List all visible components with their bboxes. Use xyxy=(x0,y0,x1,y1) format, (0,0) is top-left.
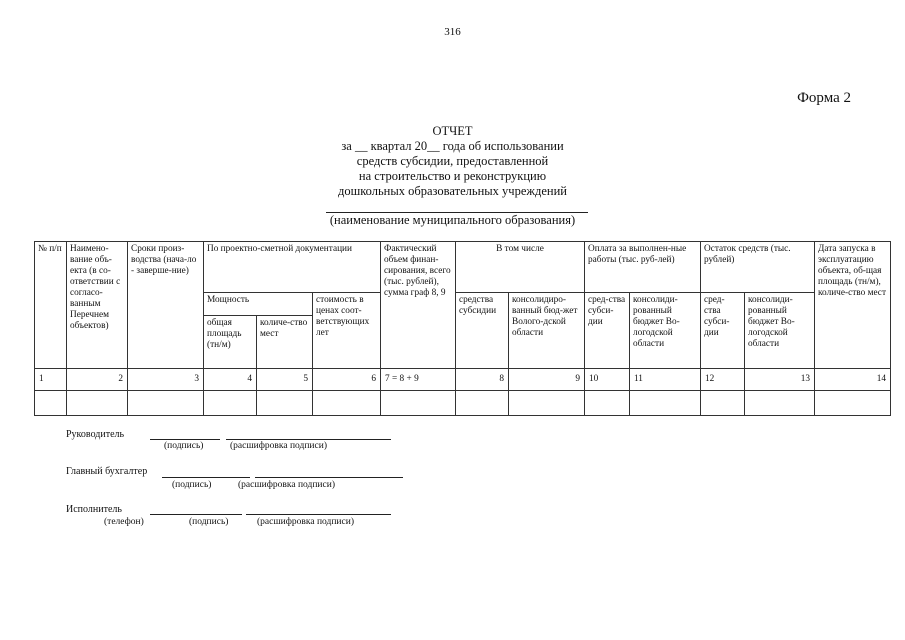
header-terms: Сроки произ-водства (нача-ло - заверше-ние) xyxy=(128,242,204,369)
page-number: 316 xyxy=(444,26,461,38)
municipality-caption: (наименование муниципального образования) xyxy=(329,213,576,227)
table-cell[interactable] xyxy=(745,391,815,416)
header-including-subsidy: средства субсидии xyxy=(456,293,509,369)
header-places: количе-ство мест xyxy=(257,316,313,369)
header-actual-financing: Фактический объем финан-сирования, всего (тыс. рублей), сумма граф 8, 9 xyxy=(381,242,456,369)
report-title xyxy=(0,124,905,199)
header-payment-subsidy: сред-ства субси-дии xyxy=(585,293,630,369)
column-number: 12 xyxy=(701,369,745,391)
table-cell[interactable] xyxy=(509,391,585,416)
column-number: 9 xyxy=(509,369,585,391)
header-payment-budget: консолиди-рованный бюджет Во-логодской области xyxy=(630,293,701,369)
accountant-decode-caption: (расшифровка подписи) xyxy=(238,480,335,490)
column-number: 1 xyxy=(35,369,67,391)
table-cell[interactable] xyxy=(701,391,745,416)
column-number: 11 xyxy=(630,369,701,391)
table-cell[interactable] xyxy=(630,391,701,416)
header-launch-date: Дата запуска в эксплуатацию объекта, об-щая площадь (тн/м), количе-ство мест xyxy=(815,242,891,369)
table-cell[interactable] xyxy=(35,391,67,416)
table-cell[interactable] xyxy=(67,391,128,416)
header-including-budget: консолидиро-ванный бюд-жет Волого-дской области xyxy=(509,293,585,369)
column-number: 13 xyxy=(745,369,815,391)
head-decode-caption: (расшифровка подписи) xyxy=(230,441,327,451)
column-number: 7 = 8 + 9 xyxy=(381,369,456,391)
column-number: 6 xyxy=(313,369,381,391)
accountant-decode-line[interactable] xyxy=(255,477,403,478)
report-table xyxy=(34,241,891,416)
title-line: средств субсидии, предоставленной xyxy=(356,154,549,168)
header-remainder-subsidy: сред-ства субси-дии xyxy=(701,293,745,369)
table-cell[interactable] xyxy=(204,391,257,416)
table-cell[interactable] xyxy=(815,391,891,416)
accountant-label: Главный бухгалтер xyxy=(66,466,148,477)
table-cell[interactable] xyxy=(585,391,630,416)
executor-decode-line[interactable] xyxy=(246,514,391,515)
title-line: на строительство и реконструкцию xyxy=(358,169,547,183)
accountant-signature-line[interactable] xyxy=(162,477,250,478)
head-signature-line[interactable] xyxy=(150,439,220,440)
header-including: В том числе xyxy=(456,242,585,293)
header-remainder: Остаток средств (тыс. рублей) xyxy=(701,242,815,293)
table-cell[interactable] xyxy=(257,391,313,416)
column-number: 10 xyxy=(585,369,630,391)
form-label: Форма 2 xyxy=(797,90,851,106)
table-cell[interactable] xyxy=(128,391,204,416)
table-cell[interactable] xyxy=(313,391,381,416)
table-cell[interactable] xyxy=(381,391,456,416)
executor-decode-caption: (расшифровка подписи) xyxy=(257,517,354,527)
executor-phone-caption: (телефон) xyxy=(104,517,144,527)
header-remainder-budget: консолиди-рованный бюджет Во-логодской области xyxy=(745,293,815,369)
column-number: 8 xyxy=(456,369,509,391)
header-object-name: Наимено-вание объ-екта (в со-ответствии с согласо-ванным Перечнем объектов) xyxy=(67,242,128,369)
title-line: за __ квартал 20__ года об использовании xyxy=(341,139,564,153)
executor-phone-line[interactable] xyxy=(150,514,242,515)
header-payment: Оплата за выполнен-ные работы (тыс. руб-лей) xyxy=(585,242,701,293)
executor-sign-caption: (подпись) xyxy=(189,517,229,527)
head-label: Руководитель xyxy=(66,429,125,440)
header-cost: стоимость в ценах соот-ветствующих лет xyxy=(313,293,381,369)
header-design-docs: По проектно-сметной документации xyxy=(204,242,381,293)
table-row xyxy=(35,391,891,416)
column-number-row xyxy=(35,369,891,391)
title-line: дошкольных образовательных учреждений xyxy=(337,184,567,198)
column-number: 14 xyxy=(815,369,891,391)
column-number: 3 xyxy=(128,369,204,391)
header-total-area: общая площадь (тн/м) xyxy=(204,316,257,369)
title-line: ОТЧЕТ xyxy=(432,124,473,138)
head-sign-caption: (подпись) xyxy=(164,441,204,451)
accountant-sign-caption: (подпись) xyxy=(172,480,212,490)
header-number: № п/п xyxy=(35,242,67,369)
column-number: 5 xyxy=(257,369,313,391)
header-capacity: Мощность xyxy=(204,293,313,316)
column-number: 4 xyxy=(204,369,257,391)
column-number: 2 xyxy=(67,369,128,391)
executor-label: Исполнитель xyxy=(66,504,122,515)
head-decode-line[interactable] xyxy=(226,439,391,440)
table-cell[interactable] xyxy=(456,391,509,416)
